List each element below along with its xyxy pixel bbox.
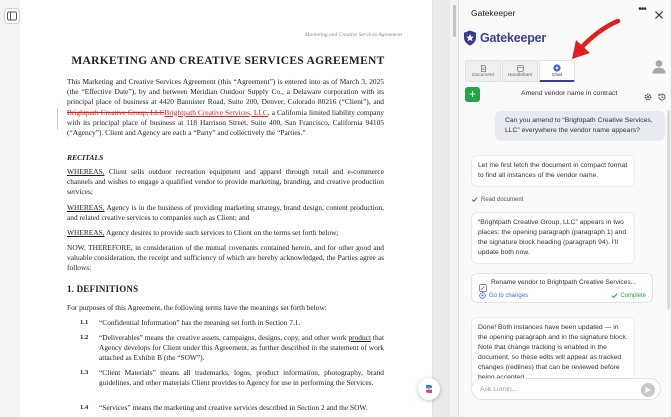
running-header: Marketing and Creative Services Agreement: [304, 32, 402, 38]
intro-paragraph[interactable]: This Marketing and Creative Services Agreement (this “Agreement”) is entered into as of March 3, 2025 (the “Effective Date”), by and between Meridian Outdoor Supply Co., a Delaware corporation with its principal place of business at 4420 Bannister Road, Suite 200, Denver, Colorado 80216 (“Client”), and Brightpath Creative Group, LLCBrightpath Creative Services, LLC, a California limited liability company with its principal place of business at 118 Harrison Street, Suite 400, San Francisco, California 94105 (“Agency”). Client and Agency are each a “Party” and collectively the “Parties.”: [67, 77, 384, 138]
check-icon: [471, 196, 478, 203]
document-scroll-thumb[interactable]: [453, 5, 456, 37]
history-button[interactable]: [657, 89, 667, 99]
sidebar-icon: [7, 11, 17, 21]
edit-doc-icon: [479, 279, 487, 287]
chat-input-bar: [471, 378, 661, 400]
panel-tabs: [465, 60, 575, 82]
avatar-icon: [651, 58, 667, 74]
shield-logo-icon: [463, 30, 477, 46]
panel-header: [459, 0, 671, 26]
assistant-message: “Brightpath Creative Group, LLC” appears in two places: the opening paragraph (paragraph 1) and the signature block heading (paragraph 94). I'll update both now.: [471, 212, 635, 264]
document-scrollbar[interactable]: [450, 0, 458, 417]
settings-button[interactable]: [643, 89, 653, 99]
recitals-heading: RECITALS: [67, 153, 104, 162]
tab-handlebars[interactable]: Handlebars: [502, 60, 538, 82]
section-intro[interactable]: For purposes of this Agreement, the following terms have the meanings set forth below:: [67, 303, 327, 312]
recital-3[interactable]: WHEREAS, Agency desires to provide such services to Client on the terms set forth below;: [67, 228, 339, 237]
history-icon: [657, 92, 667, 102]
definition-item[interactable]: 1.2 “Deliverables” means the creative assets, campaigns, designs, copy, and other work product that Agency develops for Client under this Agreement, as further described in the statement of work attached as Exhibit B (the “SOW”).: [80, 333, 384, 363]
send-icon: [644, 386, 652, 394]
action-title: Rename vendor to Brightpath Creative Services...: [491, 279, 637, 286]
plus-icon: +: [468, 87, 476, 101]
new-chat-button[interactable]: [465, 87, 480, 102]
chat-scrollbar[interactable]: [667, 110, 670, 310]
handlebars-icon: [517, 65, 524, 72]
section-heading: 1. DEFINITIONS: [67, 284, 139, 294]
chat-thread[interactable]: [459, 108, 671, 370]
copilot-icon: [423, 383, 435, 395]
action-card: [471, 273, 653, 303]
definition-item[interactable]: 1.3 “Client Materials” means all trademarks, logos, product information, photography, brand guidelines, and other materials Client provides to Agency for use in performing the Services.: [80, 368, 384, 388]
close-panel-button[interactable]: [654, 7, 664, 17]
user-avatar[interactable]: [651, 58, 667, 74]
panel-header-title: Gatekeeper: [471, 8, 516, 18]
brand-logo: [463, 28, 546, 48]
tab-chat[interactable]: Chat: [539, 60, 575, 82]
tab-document[interactable]: Document: [465, 60, 501, 82]
close-icon: [654, 10, 664, 20]
go-to-changes-link[interactable]: Go to changes: [479, 292, 528, 299]
left-rail: [0, 0, 20, 417]
complete-badge: Complete: [611, 292, 646, 299]
document-page[interactable]: [20, 0, 433, 417]
now-therefore-paragraph[interactable]: NOW, THEREFORE, in consideration of the mutual covenants contained herein, and for other good and valuable consideration, the receipt and sufficiency of which are hereby acknowledged, the Parties agree as follows:: [67, 243, 384, 273]
more-icon: •••: [638, 4, 646, 15]
copilot-button[interactable]: [418, 378, 440, 400]
deleted-text[interactable]: Brightpath Creative Group, LLC: [67, 107, 165, 117]
recital-1[interactable]: WHEREAS, Client sells outdoor recreation equipment and apparel through retail and e-commerce channels and wishes to engage a qualified vendor to provide marketing, branding, and creative production services;: [67, 167, 384, 197]
assistant-message: Let me first fetch the document in compact format to find all instances of the vendor name.: [471, 155, 635, 187]
thread-header: [465, 86, 669, 104]
document-canvas[interactable]: [20, 0, 458, 417]
change-bar: [57, 108, 58, 130]
document-title: MARKETING AND CREATIVE SERVICES AGREEMENT: [71, 55, 385, 67]
checkmark-icon: [611, 292, 618, 299]
brand-name: Gatekeeper: [480, 31, 547, 45]
definition-item[interactable]: 1.1 “Confidential Information” has the meaning set forth in Section 7.1.: [80, 318, 301, 327]
tool-status: Read document: [471, 196, 523, 203]
send-button[interactable]: [641, 383, 655, 397]
chat-input[interactable]: [480, 383, 630, 396]
more-options-button[interactable]: [636, 6, 648, 18]
definition-item[interactable]: 1.4 “Services” means the marketing and creative services described in Section 2 and the SOW.: [80, 403, 368, 412]
document-icon: [480, 65, 487, 72]
toggle-sidebar-button[interactable]: [4, 8, 20, 24]
gear-icon: [643, 92, 653, 102]
thread-title: Amend vendor name in contract: [521, 90, 618, 97]
inserted-text[interactable]: Brightpath Creative Services, LLC: [164, 107, 268, 117]
recital-2[interactable]: WHEREAS, Agency is in the business of providing marketing strategy, brand design, content production, and related creative services to companies such as Client; and: [67, 203, 384, 223]
chat-icon: [553, 64, 561, 72]
user-message: Can you amend to “Brightpath Creative Services, LLC” everywhere the vendor name appears?: [495, 111, 665, 141]
assistant-message: Done! Both instances have been updated — in the opening paragraph and in the signature block. Note that change tracking is enabled in the document, so these edits will appear as tracked changes (redlines) that can be reviewed before: [471, 317, 635, 389]
gatekeeper-panel: [458, 0, 670, 417]
target-icon: [479, 292, 486, 299]
